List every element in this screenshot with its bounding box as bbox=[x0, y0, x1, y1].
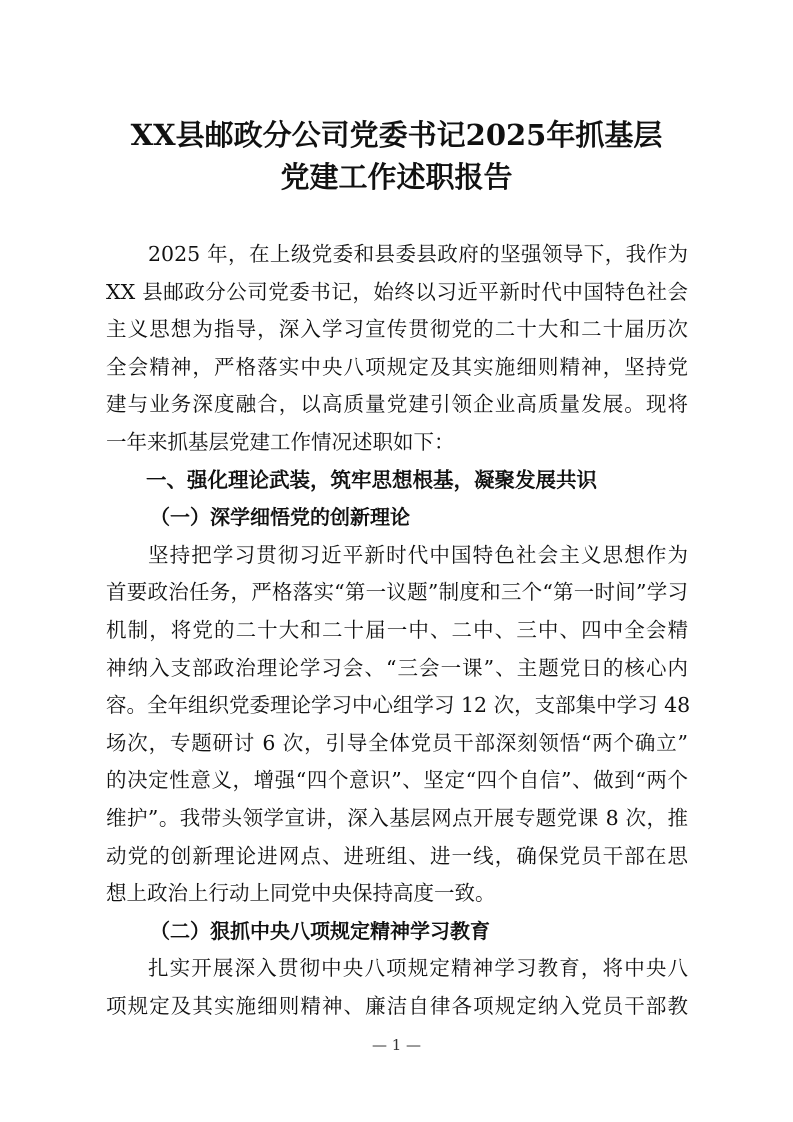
paragraph-line: 维护”。我带头领学宣讲，深入基层网点开展专题党课 8 次，推 bbox=[106, 805, 688, 830]
paragraph-line: 机制，将党的二十大和二十届一中、二中、三中、四中全会精 bbox=[106, 617, 688, 642]
paragraph-line: 一年来抓基层党建工作情况述职如下： bbox=[106, 429, 455, 454]
paragraph-line: 全会精神，严格落实中央八项规定及其实施细则精神，坚持党 bbox=[106, 354, 688, 379]
paragraph-line: 容。全年组织党委理论学习中心组学习 12 次，支部集中学习 48 bbox=[106, 693, 691, 718]
paragraph-line: 主义思想为指导，深入学习宣传贯彻党的二十大和二十届历次 bbox=[106, 317, 688, 342]
paragraph-line: 场次，专题研讨 6 次，引导全体党员干部深刻领悟“两个确立” bbox=[106, 730, 688, 755]
paragraph-line: XX 县邮政分公司党委书记，始终以习近平新时代中国特色社会 bbox=[106, 279, 688, 304]
paragraph-line: 想上政治上行动上同党中央保持高度一致。 bbox=[106, 881, 496, 906]
document-title-line-1: XX县邮政分公司党委书记2025年抓基层 bbox=[130, 118, 663, 152]
paragraph-line: 的决定性意义，增强“四个意识”、坚定“四个自信”、做到“两个 bbox=[106, 768, 688, 793]
page-number: — 1 — bbox=[371, 1036, 422, 1054]
paragraph-line: 2025 年，在上级党委和县委县政府的坚强领导下，我作为 bbox=[148, 242, 688, 266]
section-heading: 一、强化理论武装，筑牢思想根基，凝聚发展共识 bbox=[146, 467, 597, 492]
paragraph-line: 首要政治任务，严格落实“第一议题”制度和三个“第一时间”学习 bbox=[106, 580, 688, 605]
subsection-heading: （二）狠抓中央八项规定精神学习教育 bbox=[150, 918, 490, 943]
subsection-heading: （一）深学细悟党的创新理论 bbox=[150, 505, 410, 530]
paragraph-line: 神纳入支部政治理论学习会、“三会一课”、主题党日的核心内 bbox=[106, 655, 688, 680]
paragraph-line: 建与业务深度融合，以高质量党建引领企业高质量发展。现将 bbox=[106, 392, 688, 417]
paragraph-line: 项规定及其实施细则精神、廉洁自律各项规定纳入党员干部教 bbox=[106, 993, 688, 1018]
paragraph-line: 扎实开展深入贯彻中央八项规定精神学习教育，将中央八 bbox=[148, 956, 688, 981]
document-body bbox=[106, 236, 691, 1025]
paragraph-line: 坚持把学习贯彻习近平新时代中国特色社会主义思想作为 bbox=[148, 542, 688, 567]
document-title-line-2: 党建工作述职报告 bbox=[280, 160, 513, 194]
paragraph-line: 动党的创新理论进网点、进班组、进一线，确保党员干部在思 bbox=[106, 843, 688, 868]
